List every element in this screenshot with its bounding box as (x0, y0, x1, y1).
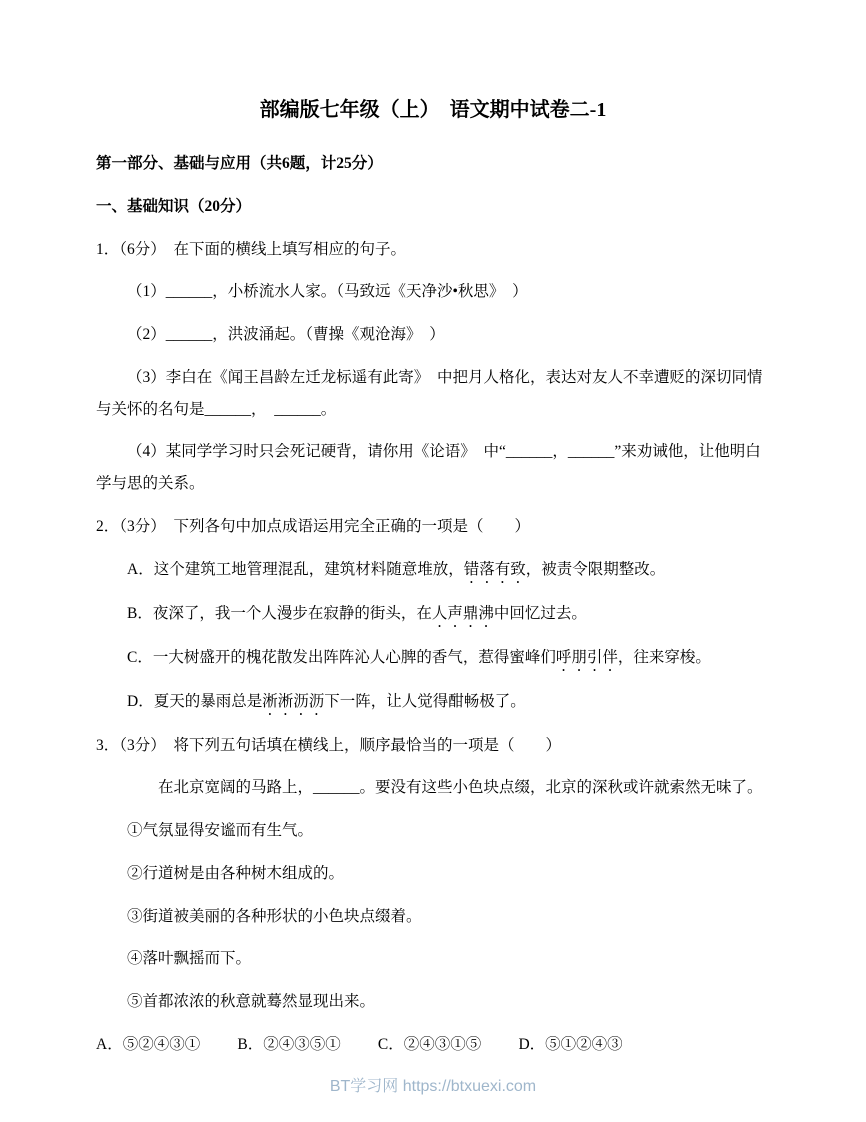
watermark-footer: BT学习网 https://btxuexi.com (329, 1078, 537, 1095)
question-1-item-3: （3）李白在《闻王昌龄左迁龙标遥有此寄》 中把月人格化，表达对友人不幸遭贬的深切同情与关怀的名句是______， ______。 (96, 368, 763, 418)
question-1-item-2: （2）______，洪波涌起。（曹操《观沧海》 ） (127, 326, 445, 344)
question-3-sentence-1: ①气氛显得安谧而有生气。 (127, 822, 314, 840)
page-title: 部编版七年级（上） 语文期中试卷二-1 (259, 99, 607, 121)
question-1-item-4: （4）某同学学习时只会死记硬背，请你用《论语》 中“______，______”来劝诫他，让他明白学与思的关系。 (96, 443, 761, 493)
question-3-sentence-3: ③街道被美丽的各种形状的小色块点缀着。 (127, 907, 422, 925)
question-2-stem: 2．（3分） 下列各句中加点成语运用完全正确的一项是（ ） (96, 517, 531, 535)
part-heading: 一、基础知识（20分） (96, 197, 252, 215)
question-2-option-d (96, 686, 770, 719)
answer-choice-d: D．⑤①②④③ (518, 1036, 623, 1054)
question-3-intro: 在北京宽阔的马路上，______。要没有这些小色块点缀，北京的深秋或许就索然无味了。 (158, 779, 763, 797)
option-c-pre: C．一大树盛开的槐花散发出阵阵沁人心脾的香气，惹得蜜峰们 (127, 648, 556, 666)
question-2-option-b (96, 598, 770, 631)
option-c-emphasized-idiom: 呼朋引伴 (555, 648, 618, 666)
option-b-post: 中回忆过去。 (493, 604, 587, 622)
option-a-pre: A．这个建筑工地管理混乱，建筑材料随意堆放， (127, 560, 464, 578)
question-3-stem: 3．（3分） 将下列五句话填在横线上，顺序最恰当的一项是（ ） (96, 736, 562, 754)
answer-choice-b: B．②④③⑤① (237, 1036, 341, 1054)
question-1-stem: 1．（6分） 在下面的横线上填写相应的句子。 (96, 240, 407, 258)
option-d-post: 下一阵，让人觉得酣畅极了。 (324, 692, 526, 710)
section-heading: 第一部分、基础与应用（共6题，计25分） (96, 155, 383, 172)
question-3-sentence-4: ④落叶飘摇而下。 (127, 950, 252, 968)
question-2-option-a (96, 554, 770, 587)
option-d-emphasized-idiom: 淅淅沥沥 (262, 692, 325, 710)
option-b-emphasized-idiom: 人声鼎沸 (431, 604, 494, 622)
option-c-post: ，往来穿梭。 (617, 648, 711, 666)
option-a-emphasized-idiom: 错落有致 (463, 560, 526, 578)
option-d-pre: D．夏天的暴雨总是 (127, 692, 263, 710)
question-3-answer-choices (96, 1029, 770, 1061)
question-2-option-c (96, 642, 770, 675)
answer-choice-c: C．②④③①⑤ (377, 1036, 482, 1054)
answer-choice-a: A．⑤②④③① (96, 1036, 201, 1054)
question-3-sentence-5: ⑤首都浓浓的秋意就蓦然显现出来。 (127, 993, 376, 1011)
question-1-item-1: （1）______，小桥流水人家。（马致远《天净沙•秋思》 ） (127, 283, 528, 301)
option-a-post: ，被责令限期整改。 (525, 560, 666, 578)
option-b-pre: B．夜深了，我一个人漫步在寂静的街头，在 (127, 604, 432, 622)
question-3-sentence-2: ②行道树是由各种树木组成的。 (127, 864, 345, 882)
